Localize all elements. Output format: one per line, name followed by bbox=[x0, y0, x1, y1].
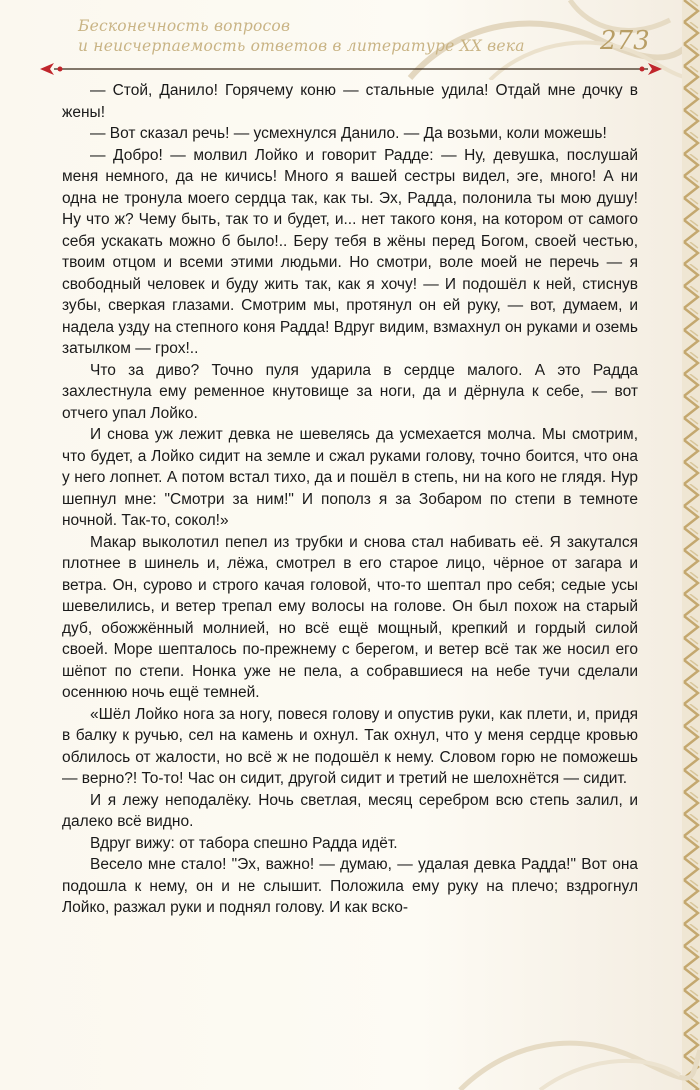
paragraph: И снова уж лежит девка не шевелясь да усмехается молча. Мы смотрим, что будет, а Лойко сидит на земле и сжал руками голову, точно боится, что она у него лопнет. А потом встал тихо, да и пошёл в степь, ни на кого не глядя. Нур шепнул мне: "Смотри за ним!" И пополз я за Зобаром по степи в темноте ночной. Так-то, сокол!» bbox=[62, 426, 638, 529]
decorative-swirl-bottom bbox=[440, 1000, 700, 1090]
paragraph: Что за диво? Точно пуля ударила в сердце малого. А это Радда захлестнула ему ременное кнутовище за ноги, да и дёрнула к себе, — вот отчего упал Лойко. bbox=[62, 361, 638, 422]
paragraph: — Добро! — молвил Лойко и говорит Радде: — Ну, девушка, послушай меня немного, да не кичись! Много я вашей сестры видел, эге, много! А ни одна не тронула моего сердца так, как ты. Эх, Радда, полонила ты мою душу! Ну что ж? Чему быть, так то и будет, и... нет такого коня, на котором от самого себя ускакать можно б было!.. Беру тебя в жёны перед Богом, своей честью, твоим отцом и всеми этими людьми. Но смотри, воле моей не перечь — я свободный человек и буду жить так, как я хочу! — И подошёл к ней, стиснув зубы, сверкая глазами. Смотрим мы, протянул он ей руку, — вот, думаем, и надела узду на степного коня Радда! Вдруг видим, взмахнул он руками и оземь затылком — грох!.. bbox=[62, 146, 638, 357]
body-text bbox=[62, 80, 638, 919]
running-header bbox=[78, 16, 525, 56]
paragraph: Весело мне стало! "Эх, важно! — думаю, — удалая девка Радда!" Вот она подошла к нему, он и не слышит. Положила ему руку на плечо; вздрогнул Лойко, разжал руки и поднял голову. И как вско- bbox=[62, 856, 638, 916]
header-line-1: Бесконечность вопросов bbox=[78, 17, 291, 35]
paragraph: — Вот сказал речь! — усмехнулся Данило. — Да возьми, коли можешь! bbox=[90, 125, 607, 142]
right-flourish-icon bbox=[640, 63, 663, 75]
page-number: 273 bbox=[600, 26, 650, 56]
paragraph: Макар выколотил пепел из трубки и снова стал набивать её. Я закутался плотнее в шинель и, лёжа, смотрел в его старое лицо, чёрное от загара и ветра. Он, сурово и строго качая головой, что-то шептал про себя; седые усы шевелились, и ветер трепал ему волосы на голове. Он был похож на старый дуб, обожжённый молнией, но всё ещё мощный, крепкий и гордый силой своей. Море шепталось по-прежнему с берегом, и ветер всё так же носил его шёпот по степи. Нонка уже не пела, а собравшиеся на небе тучи сделали осеннюю ночь ещё темней. bbox=[62, 533, 638, 701]
ornamental-border-strip bbox=[682, 0, 700, 1090]
paragraph: Вдруг вижу: от табора спешно Радда идёт. bbox=[90, 834, 398, 852]
paragraph: И я лежу неподалёку. Ночь светлая, месяц серебром всю степь залил, и далеко всё видно. bbox=[62, 791, 638, 830]
paragraph: «Шёл Лойко нога за ногу, повеся голову и опустив руки, как плети, и, придя в балку к ручью, сел на камень и охнул. Так охнул, что у меня сердце кровью облилось от жалости, но всё ж не подошёл к нему. Словом горю не поможешь — верно?! То-то! Час он сидит, другой сидит и третий не шелохнётся — сидит. bbox=[62, 705, 638, 787]
paragraph: — Стой, Данило! Горячему коню — стальные удила! Отдай мне дочку в жены! bbox=[62, 82, 638, 121]
header-line-2: и неисчерпаемость ответов в литературе XX века bbox=[78, 37, 525, 55]
left-flourish-icon bbox=[40, 63, 63, 75]
ornamental-rule bbox=[40, 62, 662, 76]
